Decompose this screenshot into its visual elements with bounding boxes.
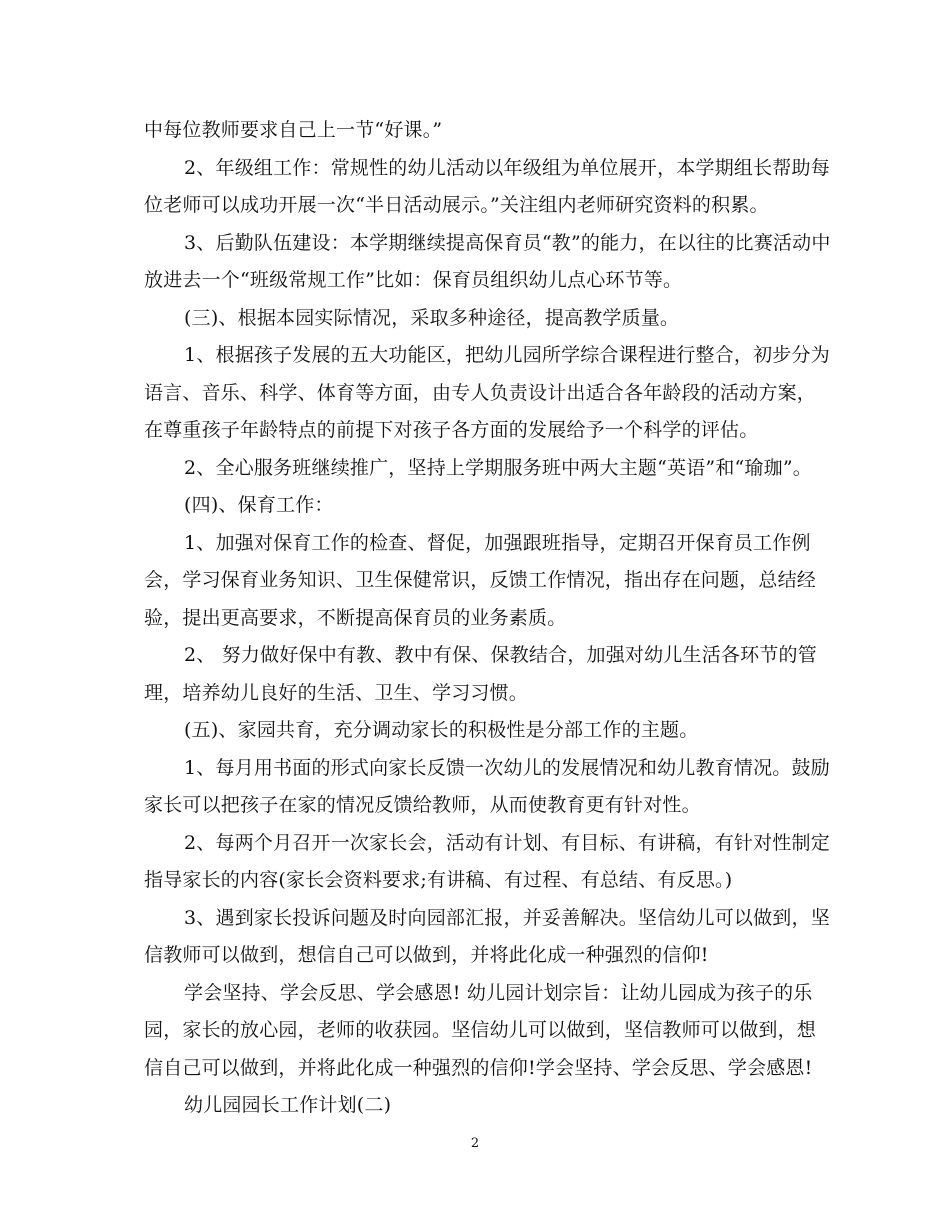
section-heading: (五)、家园共育，充分调动家长的积极性是分部工作的主题。 (184, 719, 699, 741)
text-line: 信自己可以做到，并将此化成一种强烈的信仰!学会坚持、学会反思、学会感恩! (144, 1056, 813, 1079)
paragraph-start-line: 学会坚持、学会反思、学会感恩! 幼儿园计划宗旨：让幼儿园成为孩子的乐 (184, 981, 813, 1004)
paragraph-start-line: 3、遇到家长投诉问题及时向园部汇报，并妥善解决。坚信幼儿可以做到，坚 (184, 906, 830, 929)
section-title: 幼儿园园长工作计划(二) (184, 1094, 392, 1116)
text-line: 验，提出更高要求，不断提高保育员的业务素质。 (144, 606, 567, 629)
text-line: 语言、音乐、科学、体育等方面，由专人负责设计出适合各年龄段的活动方案， (144, 381, 817, 404)
page-number: 2 (470, 1136, 480, 1151)
text-line: 放进去一个“班级常规工作”比如：保育员组织幼儿点心环节等。 (144, 269, 683, 291)
text-line: 中每位教师要求自己上一节“好课。” (144, 119, 443, 141)
text-line: 信教师可以做到，想信自己可以做到，并将此化成一种强烈的信仰! (144, 944, 709, 966)
paragraph-start-line: 1、加强对保育工作的检查、督促，加强跟班指导，定期召开保育员工作例 (184, 531, 811, 554)
paragraph-start-line: 2、每两个月召开一次家长会，活动有计划、有目标、有讲稿，有针对性制定 (184, 831, 830, 854)
paragraph-start-line: 2、 努力做好保中有教、教中有保、保教结合，加强对幼儿生活各环节的管 (184, 644, 817, 666)
text-line: 在尊重孩子年龄特点的前提下对孩子各方面的发展给予一个科学的评估。 (144, 419, 759, 441)
text-line: 园，家长的放心园，老师的收获园。坚信幼儿可以做到，坚信教师可以做到，想 (144, 1019, 817, 1041)
text-line: 会，学习保育业务知识、卫生保健常识，反馈工作情况，指出存在问题，总结经 (144, 569, 817, 591)
text-line: 位老师可以成功开展一次“半日活动展示。”关注组内老师研究资料的积累。 (144, 194, 769, 216)
text-line: 指导家长的内容(家长会资料要求;有讲稿、有过程、有总结、有反思。) (144, 869, 733, 891)
paragraph-start-line: 1、根据孩子发展的五大功能区，把幼儿园所学综合课程进行整合，初步分为 (184, 344, 830, 366)
body-text (144, 112, 831, 1125)
text-line: 家长可以把孩子在家的情况反馈给教师，从而使教育更有针对性。 (144, 794, 701, 816)
paragraph-start-line: 3、后勤队伍建设：本学期继续提高保育员“教”的能力，在以往的比赛活动中 (184, 231, 831, 254)
text-line: 理，培养幼儿良好的生活、卫生、学习习惯。 (144, 681, 529, 704)
section-heading: (四)、保育工作： (184, 494, 334, 516)
section-heading: (三)、根据本园实际情况，采取多种途径，提高教学质量。 (184, 306, 680, 329)
paragraph-start-line: 1、每月用书面的形式向家长反馈一次幼儿的发展情况和幼儿教育情况。鼓励 (184, 756, 830, 779)
paragraph-start-line: 2、全心服务班继续推广，坚持上学期服务班中两大主题“英语”和“瑜珈”。 (184, 456, 812, 479)
paragraph-start-line: 2、年级组工作：常规性的幼儿活动以年级组为单位展开，本学期组长帮助每 (184, 156, 830, 179)
